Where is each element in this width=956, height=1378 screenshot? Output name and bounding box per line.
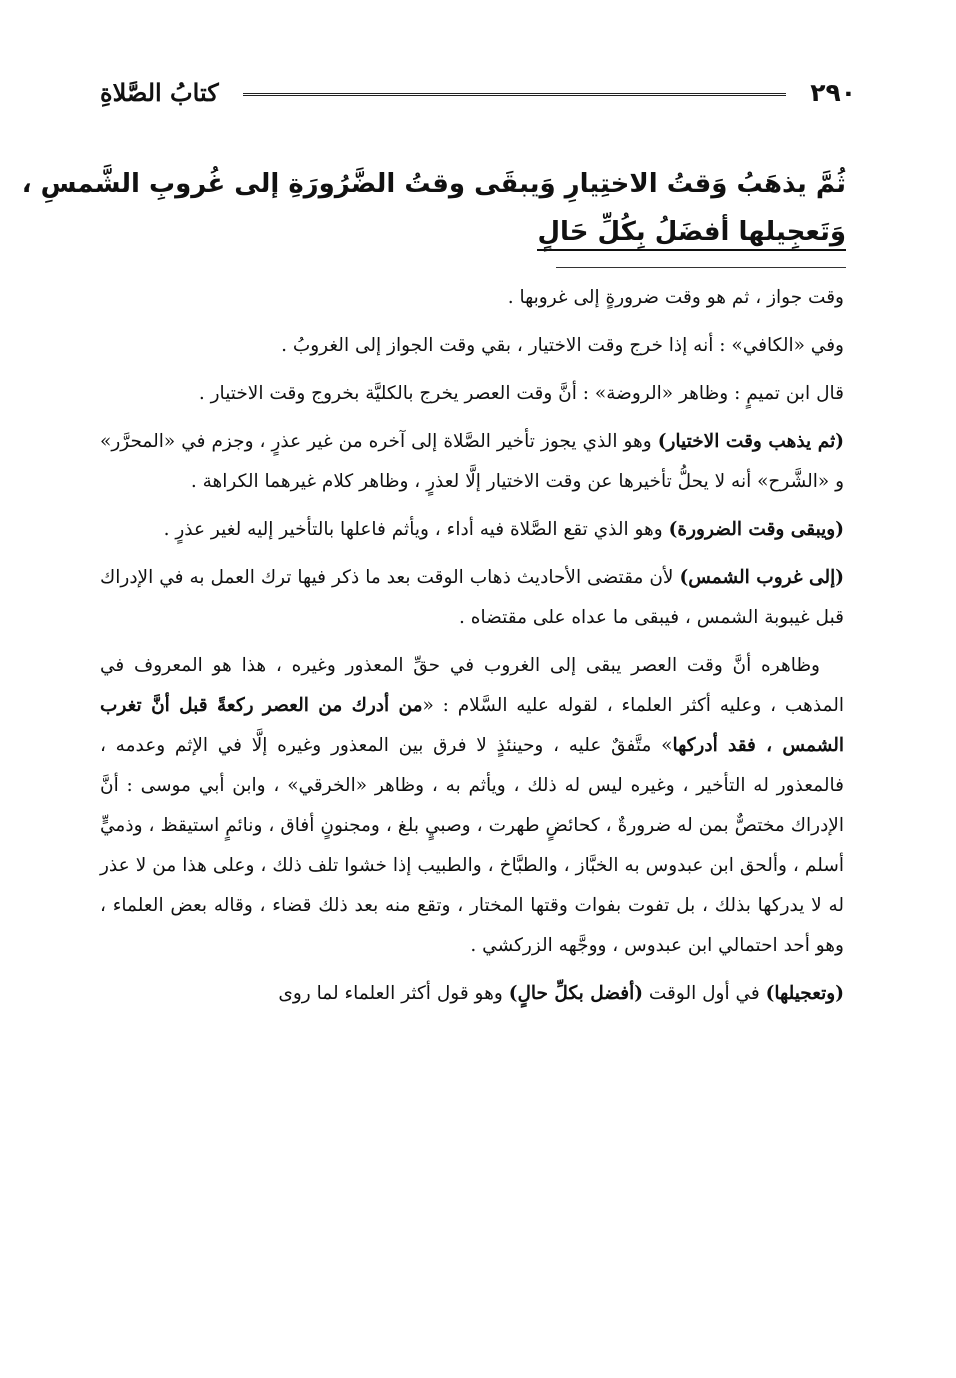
paragraph-4-text: وهو الذي يجوز تأخير الصَّلاة إلى آخره من غير عذرٍ ، وجزم في «المحرَّر» و «الشَّرح» أنه لا يحلُّ تأخيرها عن وقت الاختيار إلَّا لعذرٍ ، وظاهر كلام غيرهما الكراهة . — [100, 431, 844, 492]
paragraph-7-hadith: من أدرك من العصر ركعةً قبل أنَّ تغرب الشمس ، فقد أدركها — [100, 695, 844, 756]
paragraph-8 — [100, 974, 844, 1014]
paragraph-7-text-a: وظاهره أنَّ وقت العصر يبقى إلى الغروب في حقِّ المعذور وغيره ، هذا هو المعروف في المذهب ، وعليه أكثر العلماء ، لقوله عليه السَّلام : « — [100, 655, 844, 716]
paragraph-8-text: وهو قول أكثر العلماء لما روى — [278, 983, 509, 1004]
header-rule — [243, 89, 787, 96]
paragraph-4-heading: (ثم يذهب وقت الاختيار) — [657, 431, 844, 452]
page-number: ٢٩٠ — [810, 77, 856, 107]
paragraph-8-heading-2: (أفضل بكلِّ حالٍ) — [508, 983, 644, 1004]
paragraph-4 — [100, 422, 844, 502]
paragraph-6 — [100, 558, 844, 638]
book-title: كتابُ الصَّلاةِ — [100, 77, 219, 107]
paragraph-5-text: وهو الذي تقع الصَّلاة فيه أداء ، ويأثم فاعلها بالتأخير إليه لغير عذرٍ . — [163, 519, 669, 540]
paragraph-8-heading-1: (وتعجيلها) — [765, 983, 844, 1004]
page-header — [100, 72, 856, 112]
matn-text — [21, 160, 846, 256]
paragraph-6-text: لأن مقتضى الأحاديث ذهاب الوقت بعد ما ذكر فيها ترك العمل به في الإدراك قبل غيبوبة الشمس ، فيبقى ما عداه على مقتضاه . — [100, 567, 844, 628]
paragraph-5-heading: (ويبقى وقت الضرورة) — [668, 519, 844, 540]
matn-underline-rule — [556, 267, 846, 268]
paragraph-8-text-mid: في أول الوقت — [643, 983, 766, 1004]
paragraph-7 — [100, 646, 844, 966]
paragraph-5 — [100, 510, 844, 550]
paragraph-7-text-c: » متَّفقٌ عليه ، وحينئذٍ لا فرق بين المعذور وغيره إلَّا في الإثم وعدمه ، فالمعذور له التأخير ، وغيره ليس له ذلك ، ويأثم به ، وظاهر «الخرقي» ، وابن أبي موسى : أنَّ الإدراك مختصٌّ بمن له ضرورةٌ ، كحائضٍ طهرت ، وصبيٍ بلغ ، ومجنونٍ أفاق ، ونائمٍ استيقظ ، وذميٍّ أسلم ، وألحق ابن عبدوس به الخبَّاز ، والطبَّاخ ، والطبيب إذا خشوا تلف ذلك ، وعلى هذا من لا عذر له لا يدركها بذلك ، بل تفوت بفوات وقتها المختار ، وتقع منه بعد ذلك قضاء ، وقاله بعض العلماء ، وهو أحد احتمالي ابن عبدوس ، ووجَّهه الزركشي . — [100, 735, 844, 956]
paragraph-3: قال ابن تميمٍ : وظاهر «الروضة» : أنَّ وقت العصر يخرج بالكليَّة بخروج وقت الاختيار . — [198, 383, 844, 404]
paragraph-6-heading: (إلى غروب الشمس) — [679, 567, 844, 588]
paragraph-1: وقت جواز ، ثم هو وقت ضرورةٍ إلى غروبها . — [507, 287, 844, 308]
matn-line-2: وَتَعجِيلها أفضَلُ بِكُلِّ حَالٍ — [100, 208, 846, 256]
matn-line-1: ثُمَّ يذهَبُ وَقتُ الاختِيارِ وَيبقَى وقتُ الضَّرُورَةِ إلى غُروبِ الشَّمسِ ، — [21, 169, 846, 199]
commentary-body — [100, 278, 844, 1022]
paragraph-2: وفي «الكافي» : أنه إذا خرج وقت الاختيار ، بقي وقت الجواز إلى الغروبُ . — [281, 335, 844, 356]
